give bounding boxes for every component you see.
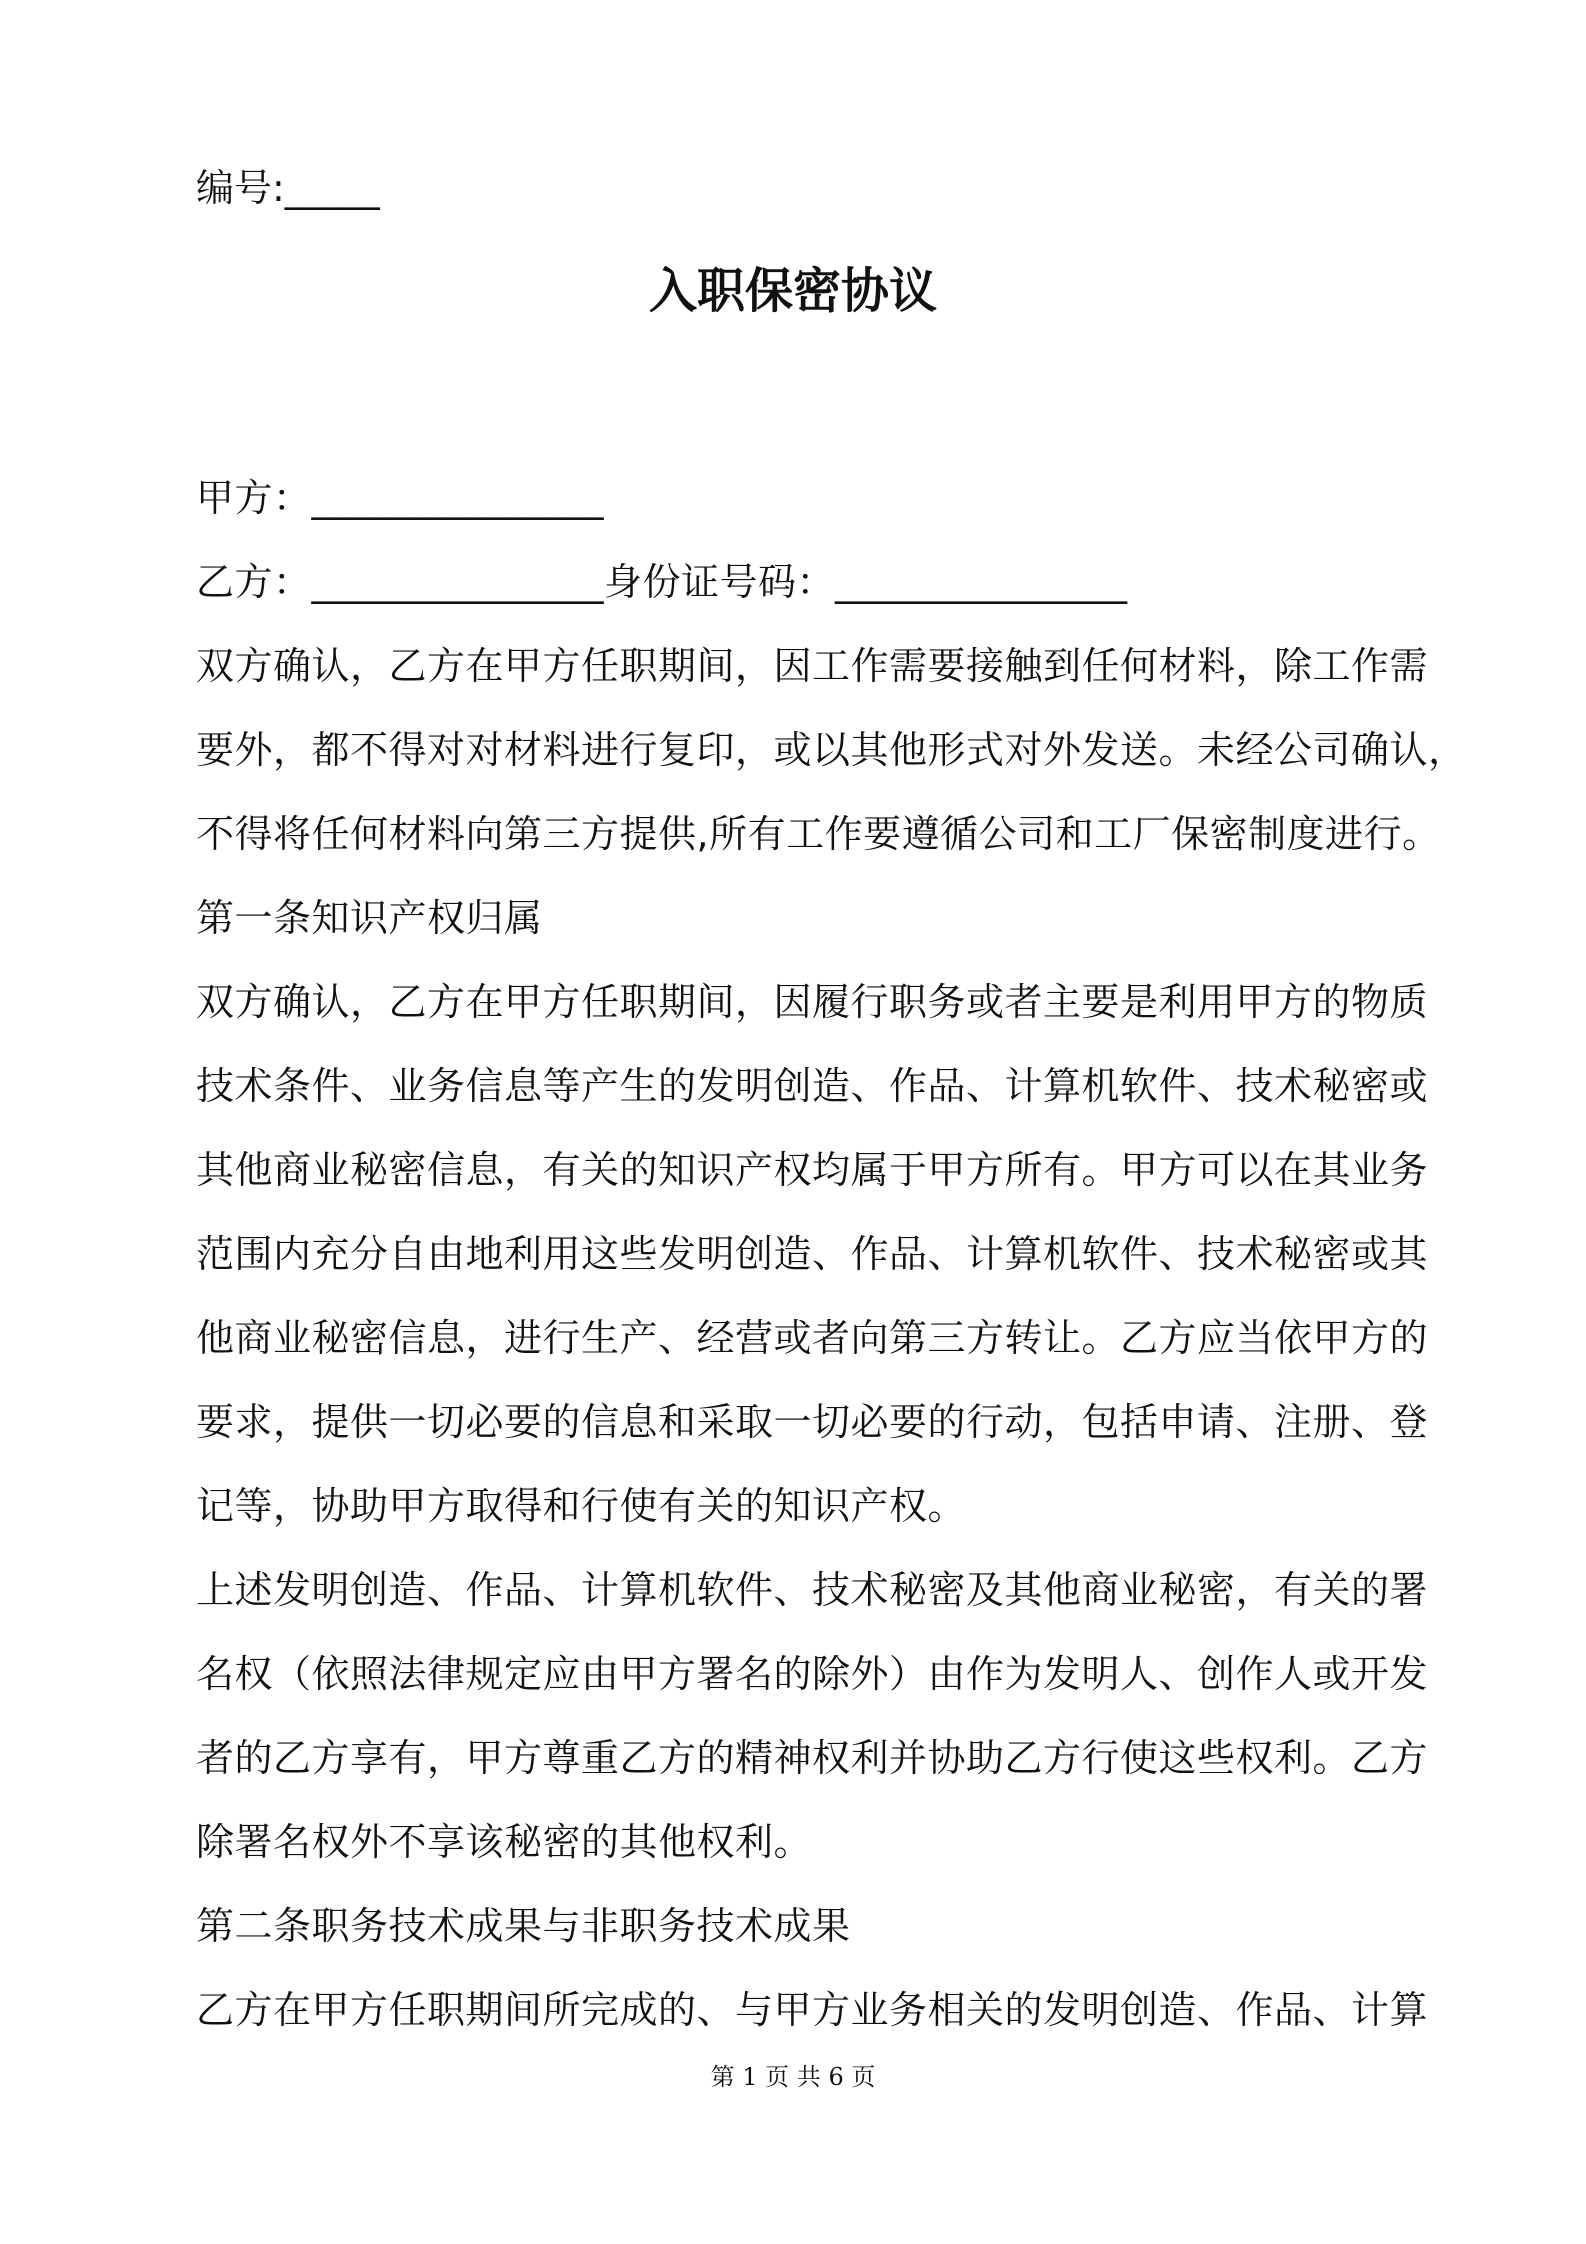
paragraph-line: 除署名权外不享该秘密的其他权利。	[196, 1820, 813, 1864]
paragraph-line: 范围内充分自由地利用这些发明创造、作品、计算机软件、技术秘密或其	[196, 1232, 1429, 1276]
article-2-heading: 第二条职务技术成果与非职务技术成果	[196, 1904, 851, 1948]
intro-paragraph	[196, 624, 1467, 876]
document-body	[196, 456, 1467, 2052]
paragraph-line: 要外，都不得对对材料进行复印，或以其他形式对外发送。未经公司确认，	[196, 728, 1467, 772]
party-a-line: 甲方：_______________	[196, 476, 605, 520]
paragraph-line: 名权（依照法律规定应由甲方署名的除外）由作为发明人、创作人或开发	[196, 1652, 1429, 1696]
paragraph-line: 他商业秘密信息，进行生产、经营或者向第三方转让。乙方应当依甲方的	[196, 1316, 1429, 1360]
article-1-paragraph-1	[196, 960, 1429, 1548]
paragraph-line: 双方确认，乙方在甲方任职期间，因履行职务或者主要是利用甲方的物质	[196, 980, 1429, 1024]
paragraph-line: 其他商业秘密信息，有关的知识产权均属于甲方所有。甲方可以在其业务	[196, 1148, 1429, 1192]
paragraph-line: 技术条件、业务信息等产生的发明创造、作品、计算机软件、技术秘密或	[196, 1064, 1429, 1108]
paragraph-line: 乙方在甲方任职期间所完成的、与甲方业务相关的发明创造、作品、计算	[196, 1988, 1429, 2032]
document-title: 入职保密协议	[648, 263, 937, 319]
article-2-paragraph-1	[196, 1968, 1429, 2052]
article-1-paragraph-2	[196, 1548, 1429, 1884]
paragraph-line: 上述发明创造、作品、计算机软件、技术秘密及其他商业秘密，有关的署	[196, 1568, 1429, 1612]
paragraph-line: 记等，协助甲方取得和行使有关的知识产权。	[196, 1484, 967, 1528]
document-number: 编号:_____	[196, 166, 380, 210]
page-footer: 第 1 页 共 6 页	[710, 2063, 876, 2091]
paragraph-line: 要求，提供一切必要的信息和采取一切必要的行动，包括申请、注册、登	[196, 1400, 1429, 1444]
paragraph-line: 双方确认，乙方在甲方任职期间，因工作需要接触到任何材料，除工作需	[196, 644, 1429, 688]
party-b-line: 乙方：_______________身份证号码：_______________	[196, 560, 1128, 604]
article-1-heading: 第一条知识产权归属	[196, 896, 543, 940]
paragraph-line: 者的乙方享有，甲方尊重乙方的精神权利并协助乙方行使这些权利。乙方	[196, 1736, 1429, 1780]
paragraph-line: 不得将任何材料向第三方提供,所有工作要遵循公司和工厂保密制度进行。	[196, 812, 1441, 856]
